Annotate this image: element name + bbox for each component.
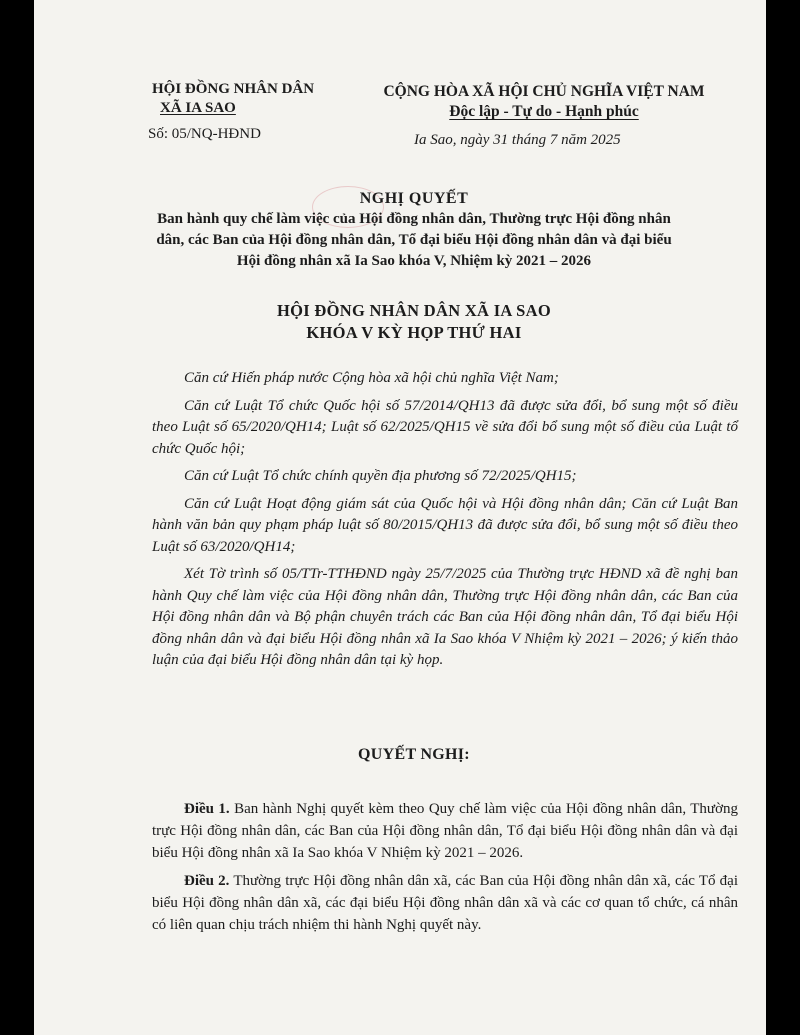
legal-basis: Căn cứ Luật Tổ chức chính quyền địa phương số 72/2025/QH15; — [184, 468, 577, 484]
council-name: HỘI ĐỒNG NHÂN DÂN XÃ IA SAO — [277, 301, 551, 320]
national-motto: Độc lập - Tự do - Hạnh phúc — [449, 103, 639, 120]
article-label: Điều 2. — [184, 873, 230, 889]
decides-heading: QUYẾT NGHỊ: — [358, 746, 470, 763]
document-page — [34, 0, 766, 1035]
national-heading — [374, 82, 714, 122]
article-text: Thường trực Hội đồng nhân dân xã, các Ban của Hội đồng nhân dân xã, các Tổ đại biểu Hội đồng nhân dân xã, các đại biểu Hội đồng nhân dân xã và các cơ quan tổ chức, cá nhân có liên quan chịu trách nhiệm thi hành Nghị quyết này. — [152, 873, 738, 933]
document-kind: NGHỊ QUYẾT — [359, 190, 469, 207]
place-date: Ia Sao, ngày 31 tháng 7 năm 2025 — [414, 132, 621, 148]
legal-basis: Xét Tờ trình số 05/TTr-TTHĐND ngày 25/7/2025 của Thường trực HĐND xã đề nghị ban hành Quy chế làm việc của Hội đồng nhân dân, Thường trực Hội đồng nhân dân, các Ban của Hội đồng nhân dân và Bộ phận chuyên trách các Ban của Hội đồng nhân dân, Tổ đại biểu Hội đồng nhân dân và đại biểu Hội đồng nhân xã Ia Sao khóa V Nhiệm kỳ 2021 – 2026; ý kiến thảo luận của đại biểu Hội đồng nhân dân tại kỳ họp. — [152, 566, 738, 668]
legal-basis: Căn cứ Luật Hoạt động giám sát của Quốc hội và Hội đồng nhân dân; Căn cứ Luật Ban hành văn bản quy phạm pháp luật số 80/2015/QH13 đã được sửa đổi, bổ sung một số điều theo Luật số 63/2020/QH14; — [152, 495, 738, 555]
nation-name: CỘNG HÒA XÃ HỘI CHỦ NGHĨA VIỆT NAM — [383, 83, 705, 100]
document-title — [154, 190, 674, 272]
article-text: Ban hành Nghị quyết kèm theo Quy chế làm việc của Hội đồng nhân dân, Thường trực Hội đồng nhân dân, các Ban của Hội đồng nhân dân, Tổ đại biểu Hội đồng nhân dân và đại biểu Hội đồng nhân xã Ia Sao khóa V Nhiệm kỳ 2021 – 2026. — [152, 801, 738, 861]
issuing-organization — [152, 80, 322, 118]
article-label: Điều 1. — [184, 801, 230, 817]
org-line-1: HỘI ĐỒNG NHÂN DÂN — [152, 81, 315, 97]
article-1 — [152, 798, 738, 864]
legal-basis: Căn cứ Hiến pháp nước Cộng hòa xã hội chủ nghĩa Việt Nam; — [184, 370, 559, 386]
legal-bases — [152, 368, 738, 678]
council-heading — [154, 300, 674, 344]
document-subject: Ban hành quy chế làm việc của Hội đồng nhân dân, Thường trực Hội đồng nhân dân, các Ban của Hội đồng nhân dân, Tổ đại biểu Hội đồng nhân dân và đại biểu Hội đồng nhân xã Ia Sao khóa V, Nhiệm kỳ 2021 – 2026 — [156, 211, 672, 269]
document-number: Số: 05/NQ-HĐND — [148, 126, 261, 142]
org-line-2: XÃ IA SAO — [160, 100, 236, 116]
article-2 — [152, 870, 738, 936]
articles — [152, 798, 738, 942]
legal-basis: Căn cứ Luật Tổ chức Quốc hội số 57/2014/QH13 đã được sửa đổi, bổ sung một số điều theo Luật số 65/2020/QH14; Luật số 62/2025/QH15 về sửa đổi bổ sung một số điều của Luật tổ chức Quốc hội; — [152, 397, 738, 457]
council-session: KHÓA V KỲ HỌP THỨ HAI — [306, 323, 522, 342]
